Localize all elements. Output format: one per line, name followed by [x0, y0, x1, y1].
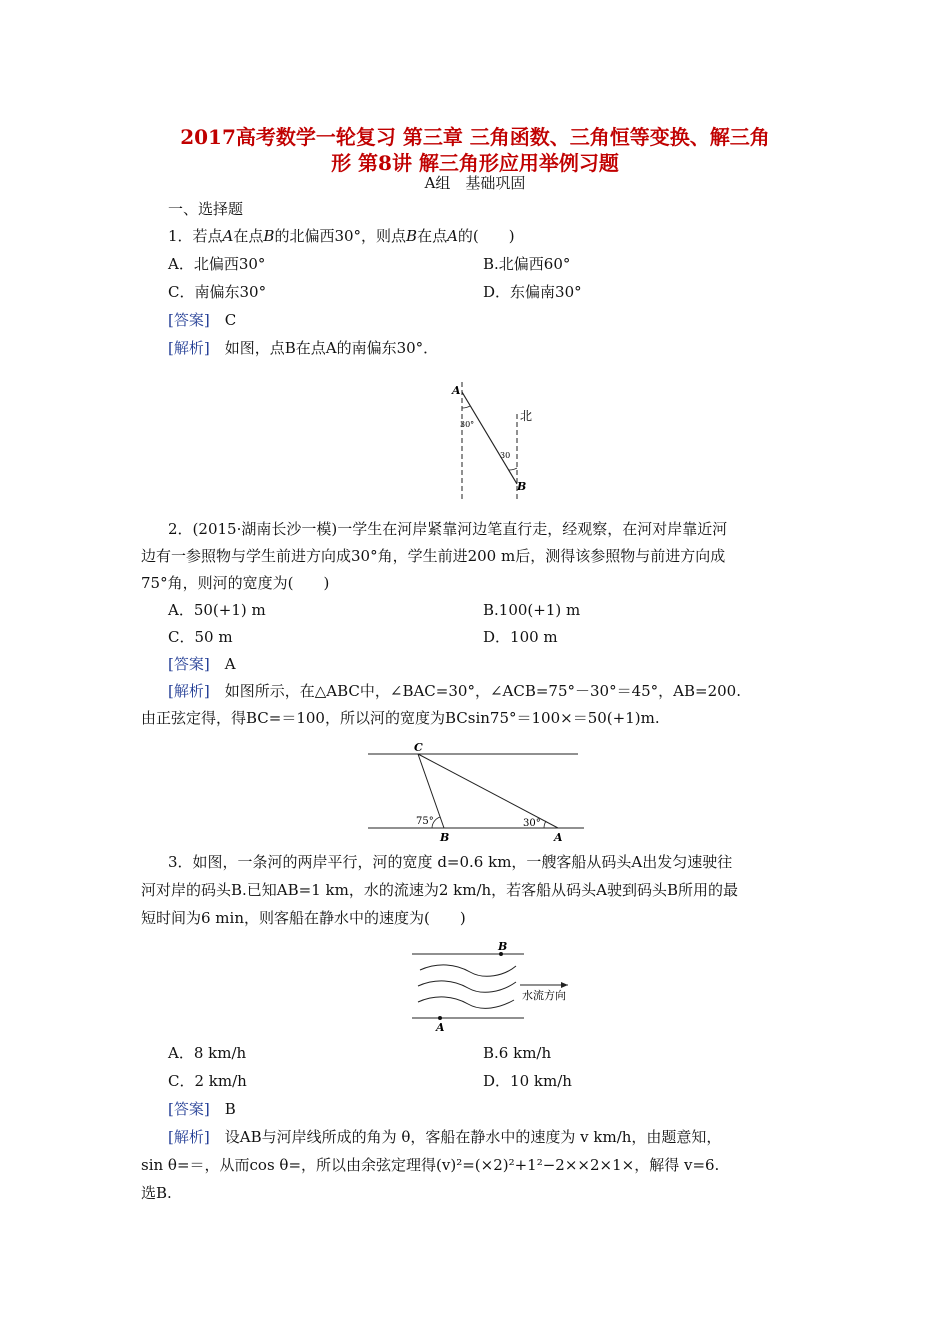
q2-stem-line2: 边有一参照物与学生前进方向成30°角，学生前进200 m后，测得该参照物与前进方向成 — [141, 547, 726, 565]
group-heading: A组 基础巩固 — [424, 174, 526, 192]
q2-option-b: B.100(+1) m — [483, 601, 581, 619]
q1-figure-angle1: 30° — [460, 420, 475, 429]
q1-option-b: B.北偏西60° — [483, 255, 571, 273]
q1-option-a: A．北偏西30° — [168, 255, 266, 273]
q2-figure-angle-a: 30° — [523, 818, 541, 829]
q2-figure — [368, 740, 588, 850]
q1-analysis: [解析] 如图，点B在点A的南偏东30°． — [168, 339, 439, 357]
q2-figure-angle-b: 75° — [416, 816, 434, 827]
q3-analysis-line1: [解析] 设AB与河岸线所成的角为 θ，客船在静水中的速度为 v km/h，由题意知， — [168, 1128, 722, 1146]
q3-analysis-line3: 选B. — [141, 1184, 172, 1202]
q2-figure-angle-arc-a — [544, 821, 546, 828]
q3-option-b: B.6 km/h — [483, 1044, 552, 1062]
q3-figure-wave-3 — [418, 997, 514, 1008]
q1-figure-segment-ab — [462, 392, 517, 484]
q2-answer: [答案] A — [168, 655, 236, 673]
q2-figure-label-c: C — [414, 741, 423, 754]
q3-figure-label-b: B — [498, 940, 508, 953]
q3-option-a: A．8 km/h — [168, 1044, 247, 1062]
q1-figure-angle-arc-a — [462, 406, 470, 408]
q2-option-a: A．50(+1) m — [168, 601, 266, 619]
q2-figure-segment-ca — [418, 754, 558, 828]
q3-stem-line3: 短时间为6 min，则客船在静水中的速度为( ) — [141, 909, 466, 927]
q3-stem-line1: 3．如图，一条河的两岸平行，河的宽度 d=0.6 km，一艘客船从码头A出发匀速驶往 — [168, 853, 733, 871]
q2-figure-label-a: A — [554, 831, 563, 844]
q3-option-c: C．2 km/h — [168, 1072, 247, 1090]
q1-option-c: C．南偏东30° — [168, 283, 267, 301]
q3-option-d: D．10 km/h — [483, 1072, 572, 1090]
q2-analysis-line1: [解析] 如图所示，在△ABC中，∠BAC=30°，∠ACB=75°－30°＝45°，AB=200. — [168, 682, 741, 700]
q1-figure-label-a: A — [452, 384, 461, 397]
q3-figure-flow-arrowhead — [561, 982, 568, 988]
q1-stem: 1．若点A在点B的北偏西30°，则点B在点A的( ) — [168, 227, 515, 245]
q1-figure-label-b: B — [517, 480, 527, 493]
q1-figure-angle-arc-b — [509, 468, 517, 470]
q2-figure-label-b: B — [440, 831, 450, 844]
doc-title-line1: 2017高考数学一轮复习 第三章 三角函数、三角恒等变换、解三角 — [180, 125, 770, 149]
q2-option-c: C．50 m — [168, 628, 233, 646]
q2-stem-line3: 75°角，则河的宽度为( ) — [141, 574, 330, 592]
q1-figure — [440, 372, 550, 507]
q2-stem-line1: 2．(2015·湖南长沙一模)一学生在河岸紧靠河边笔直行走，经观察，在河对岸靠近河 — [168, 520, 728, 538]
q1-figure-north-label: 北 — [520, 409, 533, 423]
q3-answer: [答案] B — [168, 1100, 236, 1118]
q3-figure-point-a — [438, 1016, 442, 1020]
q2-option-d: D．100 m — [483, 628, 558, 646]
q1-answer: [答案] C — [168, 311, 237, 329]
q1-option-d: D．东偏南30° — [483, 283, 582, 301]
q3-figure-label-a: A — [436, 1021, 445, 1034]
q2-analysis-line2: 由正弦定得，得BC=＝100，所以河的宽度为BCsin75°＝100×＝50(+1)m. — [141, 709, 660, 727]
q1-figure-angle2: 30 — [500, 451, 511, 460]
q3-figure-wave-1 — [420, 965, 516, 976]
section-heading: 一、选择题 — [168, 200, 244, 218]
q3-figure-wave-2 — [418, 981, 516, 992]
q3-figure-flow-label: 水流方向 — [522, 989, 566, 1002]
q3-analysis-line2: sin θ=＝，从而cos θ=，所以由余弦定理得(v)²=(×2)²+1²−2××2×1×，解得 v=6. — [141, 1156, 720, 1174]
q3-stem-line2: 河对岸的码头B.已知AB=1 km，水的流速为2 km/h，若客船从码头A驶到码头B所用的最 — [141, 881, 739, 899]
q3-figure — [408, 940, 583, 1032]
doc-title-line2: 形 第8讲 解三角形应用举例习题 — [331, 151, 619, 175]
